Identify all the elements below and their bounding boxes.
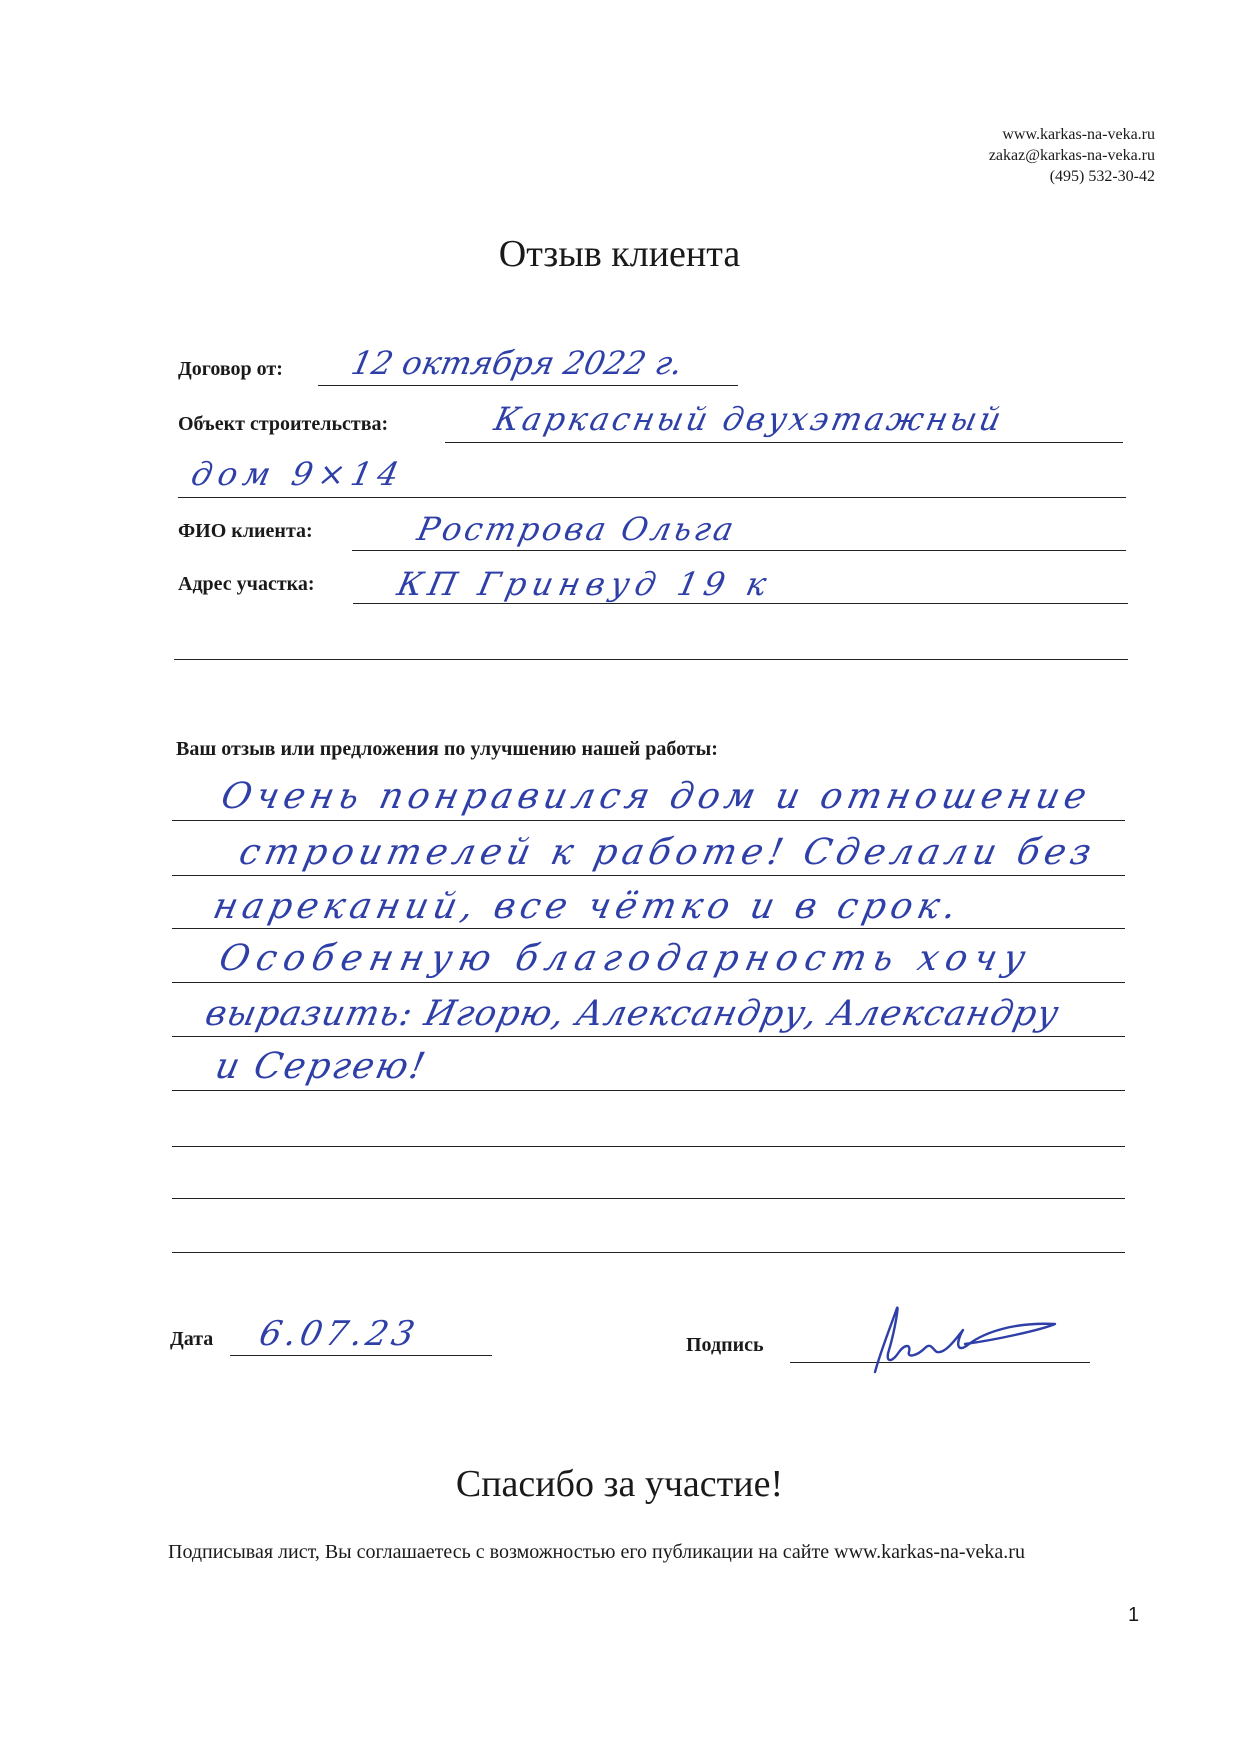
signature-image (845, 1300, 1075, 1380)
contract-value[interactable]: 12 октября 2022 г. (347, 344, 687, 382)
contract-line (318, 385, 738, 386)
review-line (172, 1090, 1125, 1091)
object-label: Объект строительства: (178, 413, 389, 435)
review-line (172, 820, 1125, 821)
review-line (172, 1146, 1125, 1147)
address-label: Адрес участка: (178, 573, 315, 595)
date-line (230, 1355, 492, 1356)
object-value-2[interactable]: дом 9×14 (187, 455, 409, 493)
contract-label: Договор от: (178, 358, 283, 380)
review-line (172, 875, 1125, 876)
review-text-line[interactable]: Очень понравился дом и отношение (217, 776, 1096, 817)
date-label: Дата (170, 1328, 214, 1350)
review-text-line[interactable]: выразить: Игорю, Александру, Александру (201, 994, 1063, 1034)
date-value[interactable]: 6.07.23 (255, 1314, 423, 1354)
publication-consent-note: Подписывая лист, Вы соглашаетесь с возможностью его публикации на сайте www.karkas-na-veka.ru (168, 1541, 1025, 1563)
client-value[interactable]: Рострова Ольга (413, 510, 741, 548)
phone-number: (495) 532-30-42 (1049, 168, 1155, 185)
review-text-line[interactable]: нареканий, все чётко и в срок. (209, 886, 965, 927)
website-link[interactable]: www.karkas-na-veka.ru (1002, 126, 1155, 143)
signature-label: Подпись (686, 1334, 764, 1356)
client-label: ФИО клиента: (178, 520, 313, 542)
object-line-1 (445, 442, 1123, 443)
review-line (172, 1252, 1125, 1253)
contacts-block (989, 124, 1155, 187)
review-text-line[interactable]: строителей к работе! Сделали без (235, 832, 1100, 873)
object-value-1[interactable]: Каркасный двухэтажный (490, 400, 1008, 438)
review-text-line[interactable]: Особенную благодарность хочу (215, 938, 1036, 979)
review-line (172, 928, 1125, 929)
review-label: Ваш отзыв или предложения по улучшению нашей работы: (176, 738, 718, 760)
page-title: Отзыв клиента (498, 233, 741, 275)
page-number: 1 (1128, 1604, 1140, 1626)
review-text-line[interactable]: и Сергею! (211, 1046, 431, 1087)
object-line-2 (178, 497, 1126, 498)
review-line (172, 1036, 1125, 1037)
review-line (172, 1198, 1125, 1199)
address-value[interactable]: КП Гринвуд 19 к (393, 565, 776, 603)
address-line-1 (353, 603, 1128, 604)
client-line (352, 550, 1126, 551)
review-line (172, 982, 1125, 983)
email-link[interactable]: zakaz@karkas-na-veka.ru (988, 147, 1155, 164)
address-line-2 (174, 659, 1128, 660)
thanks-message: Спасибо за участие! (455, 1463, 784, 1505)
